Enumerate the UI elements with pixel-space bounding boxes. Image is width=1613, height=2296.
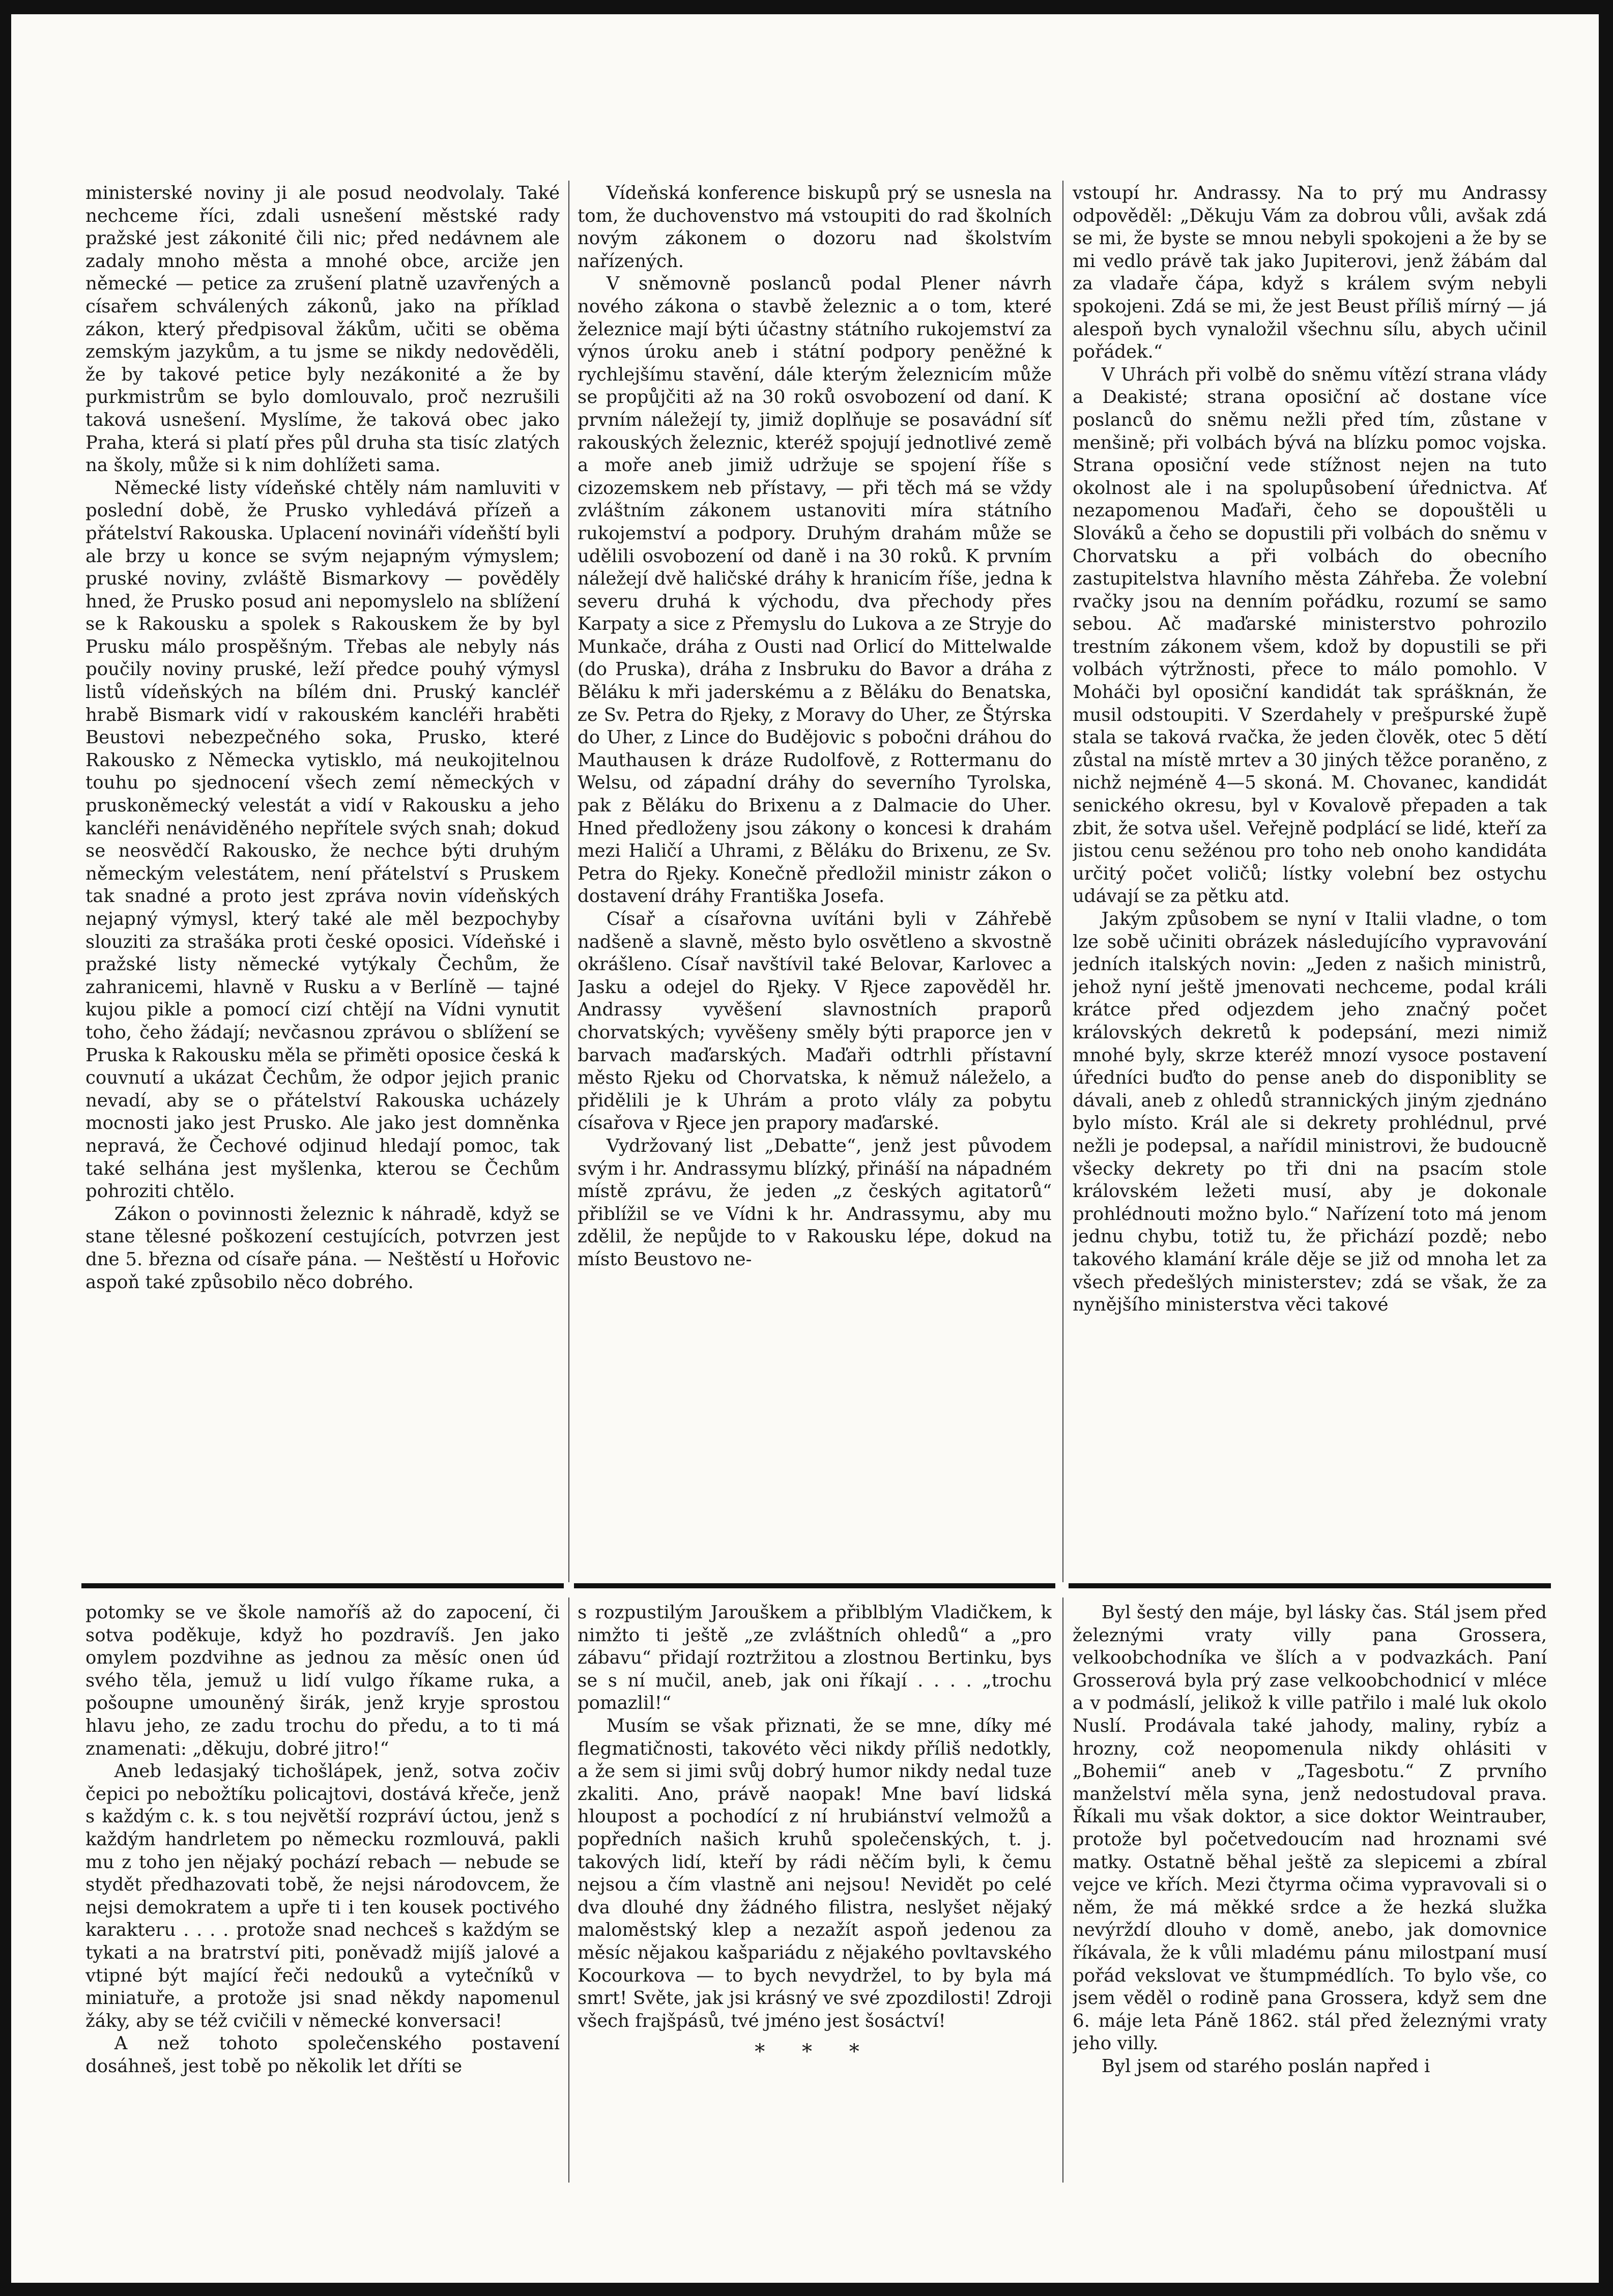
paragraph: Aneb ledasjaký tichošlápek, jenž, sotva zočiv čepici po nebožtíku policajtovi, dostává křeče, jenž s každým c. k. s tou největší rozpráví úctou, jenž s každým handrletem po německu rozmlouvá, pakli mu z toho jen nějaký pochází rebach — nebude se stydět předhazovati tobě, že nejsi národovcem, že nejsi demokratem a upře ti i ten kousek poctivého karakteru . . . . protože snad nechceš s každým se tykati a na bratrství piti, poněvadž mijíš jalové a vtipné být mající řeči nedouků a vytečníků v miniatuře, a protože jsi snad někdy napomenul žáky, aby se též cvičili v německé konversaci! xyxy=(85,1761,560,2031)
paragraph: Byl jsem od starého poslán napřed i xyxy=(1101,2055,1430,2077)
paragraph: Jakým způsobem se nyní v Italii vladne, o tom lze sobě učiniti obrázek následujícího vypravování jedních italských novin: „Jeden z našich ministrů, jehož nyní ještě jmenovati nechceme, podal králi krátce před odjezdem jeho značný počet královských dekretů k podepsání, mezi nimiž mnohé byly, skrze kteréž mnozí vysoce postavení úředníci buďto do pense aneb do disponiblity se dávali, aneb z ohledů strannických jiným zjednáno bylo místo. Král ale si dekrety prohlédnul, prvé nežli je podepsal, a nařídil ministrovi, že budoucně všecky dekrety po tři dni na psacím stole královském ležeti musí, aby je dokonale prohlédnouti možno bylo.“ Nařízení toto má jenom jednu chybu, totiž tu, že přichází pozdě; nebo takového klamání krále děje se již od mnoha let za všech předešlých ministerstev; zdá se však, že za nynějšího ministerstva věci takové xyxy=(1073,909,1547,1316)
paragraph: Musím se však přiznati, že se mne, díky mé flegmatičnosti, takovéto věci nikdy příliš nedotkly, a že sem si jimi svůj dobrý humor nikdy nedal tuze zkaliti. Ano, právě naopak! Mne baví lidská hloupost a pochodící z ní hrubiánství velmožů a popředních našich kruhů společenských, t. j. takových lidí, kteří by rádi něčím byli, k čemu nejsou a čím vlastně ani nejsou! Nevidět po celé dva dlouhé dny žádného filistra, neslyšet nějaký maloměstský klep a nezažít aspoň jedenou za měsíc nějakou kašpariádu z nějakého povltavského Kocourkova — to bych nevydržel, to by byla má smrt! Světe, jak jsi krásný ve své zpozdilosti! Zdroji všech frajšpásů, tvé jméno jest šosáctví! xyxy=(578,1715,1052,2031)
paragraph: V Uhrách při volbě do sněmu vítězí strana vlády a Deakisté; strana oposiční ač dostane více poslanců do sněmu nežli před tím, zůstane v menšině; při volbách bývá na blízku pomoc vojska. Strana oposiční vede stížnost nejen na tuto okolnost ale i na spolupůsobení úřednictva. Ať nezapomenou Maďaři, čeho se dopouštěli u Slováků a čeho se dopustili při volbách do sněmu v Chorvatsku a při volbách do obecního zastupitelstva hlavního města Záhřeba. Že volební rvačky jsou na denním pořádku, rozumí se samo sebou. Ač maďarské ministerstvo pohrozilo trestním zákonem všem, kdož by dopustili se při volbách výtržnosti, přece to málo pomohlo. V Moháči byl oposiční kandidát tak sprášknán, že musil odstoupiti. V Szerdahely v prešpurské župě stala se taková rvačka, že jeden člověk, otec 5 dětí zůstal na místě mrtev a 30 jiných těžce poraněno, z nichž nejméně 4—5 skoná. M. Chovanec, kandidát senického okresu, byl v Kovalově přepaden a tak zbit, že sotva ušel. Veřejně podplácí se lidé, kteří za jistou cenu sežénou pro toho neb onoho kandidáta určitý počet voličů; lístky volební bez ostychu udávají se za pětku atd. xyxy=(1073,364,1547,907)
paragraph: A než tohoto společenského postavení dosáhneš, jest tobě po několik let dříti se xyxy=(85,2033,560,2077)
paragraph: s rozpustilým Jarouškem a přiblblým Vladičkem, k nimžto ti ještě „ze zvláštních ohledů“ a „pro zábavu“ přidají roztržitou a zlostnou Bertinku, bys se s ní mučil, aneb, jak oni říkají . . . . „trochu pomazlil!“ xyxy=(578,1602,1052,1714)
scan-border-left xyxy=(0,0,11,2296)
feuilleton-column-2 xyxy=(578,1602,1052,2187)
news-column-1 xyxy=(85,182,560,1582)
scan-border-right xyxy=(1599,0,1613,2296)
paragraph: Vídeňská konference biskupů prý se usnesla na tom, že duchovenstvo má vstoupiti do rad školních novým zákonem o dozoru nad školstvím nařízených. xyxy=(578,183,1052,272)
scan-border-top xyxy=(0,0,1613,14)
section-rule xyxy=(81,1583,564,1588)
column-divider xyxy=(1062,1597,1063,2183)
column-divider xyxy=(568,181,569,1582)
column-divider xyxy=(1062,181,1063,1582)
news-column-2 xyxy=(578,182,1052,1582)
paragraph: Byl šestý den máje, byl lásky čas. Stál jsem před železnými vraty villy pana Grossera, velkoobchodníka ve šlích a v podvazkách. Paní Grosserová byla prý zase velkoobchodnicí v mléce a v podmáslí, jelikož k ville patřilo i malé luk okolo Nuslí. Prodávala také jahody, maliny, rybíz a hrozny, což neopomenula nikdy ohlásiti v „Bohemii“ aneb v „Tagesbotu.“ Z prvního manželství měla syna, jenž nedostudoval prava. Říkali mu však doktor, a sice doktor Weintrauber, protože byl početvedoucím nad hroznami své matky. Ostatně běhal ještě za slepicemi a zbíral vejce ve křích. Mezi čtyrma očima vypravovali si o něm, že má měkké srdce a že hezká služka nevýrždí dlouho v domě, anebo, jak domovnice říkávala, že k vůli mladému pánu milostpaní musí pořád vekslovat ve štumpmédlích. To bylo vše, co jsem věděl o rodině pana Grossera, když sem dne 6. máje leta Páně 1862. stál před železnými vraty jeho villy. xyxy=(1073,1602,1547,2054)
feuilleton-column-1 xyxy=(85,1602,560,2187)
column-divider xyxy=(568,1597,569,2183)
paragraph: Vydržovaný list „Debatte“, jenž jest původem svým i hr. Andrassymu blízký, přináší na nápadném místě zprávu, že jeden „z českých agitatorů“ přiblížil se ve Vídni k hr. Andrassymu, aby mu zdělil, že nepůjde to v Rakousku lépe, dokud na místo Beustovo ne- xyxy=(578,1135,1052,1270)
section-ornament: * * * xyxy=(755,2040,875,2064)
section-rule xyxy=(1069,1583,1551,1588)
paragraph: ministerské noviny ji ale posud neodvolaly. Také nechceme říci, zdali usnešení městské rady pražské jest zákonité čili nic; před nedávnem ale zadaly mnoho města a mnohé obce, arciže jen německé — petice za zrušení platně uzavřených a císařem schválených zákonů, jako na příklad zákon, který předpisoval žákům, učiti se oběma zemským jazykům, a tu jsme se nikdy nedověděli, že by takové petice byly nezákonité a že by purkmistrům se bylo domlouvalo, proč nezrušili taková usnešení. Myslíme, že taková obec jako Praha, která si platí přes půl druha sta tisíc zlatých na školy, může si k nim dohlížeti sama. xyxy=(85,183,560,476)
news-column-3 xyxy=(1073,182,1547,1582)
section-rule xyxy=(574,1583,1055,1588)
paragraph: Zákon o povinnosti železnic k náhradě, když se stane tělesné poškození cestujících, potvrzen jest dne 5. března od císaře pána. — Neštěstí u Hořovic aspoň také způsobilo něco dobrého. xyxy=(85,1203,560,1293)
paragraph: V sněmovně poslanců podal Plener návrh nového zákona o stavbě železnic a o tom, které železnice mají býti účastny státního rukojemství za výnos úroku aneb i státní podpory peněžné k rychlejšímu stavění, dále kterým železnicím může se propůjčiti až na 30 roků osvobození od daní. K prvním náležejí ty, jimiž doplňuje se posavádní síť rakouských železnic, kteréž spojují jednotlivé země a moře aneb jimiž udržuje se spojení říše s cizozemskem neb přístavy, — při těch má se vždy zvláštním zákonem ustanoviti míra státního rukojemství a podpory. Druhým drahám může se udělili osvobození od daně i na 30 roků. K prvním náležejí dvě haličské dráhy k hranicím říše, jedna k severu druhá k východu, dva přechody přes Karpaty a sice z Přemyslu do Lukova a ze Stryje do Munkače, dráha z Ousti nad Orlicí do Mittelwalde (do Pruska), dráha z Insbruku do Bavor a dráha z Běláku k mři jaderskému a z Běláku do Benatska, ze Sv. Petra do Rjeky, z Moravy do Uher, ze Štýrska do Uher, z Lince do Budějovic s pobočni dráhou do Mauthausen k dráze Rudolfově, z Rottermanu do Welsu, od západní dráhy do severního Tyrolska, pak z Běláku do Brixenu a z Dalmacie do Uher. Hned předloženy jsou zákony o koncesi k drahám mezi Haličí a Uhrami, z Běláku do Brixenu, ze Sv. Petra do Rjeky. Konečně předložil ministr zákon o dostavení dráhy Františka Josefa. xyxy=(578,273,1052,907)
paragraph: potomky se ve škole namoříš až do zapocení, či sotva poděkuje, když ho pozdravíš. Jen jako omylem pozdvihne as jednou za měsíc onen úd svého těla, jemuž u lidí vulgo říkame ruka, a pošoupne umouněný širák, jenž kryje sprostou hlavu jeho, ze zadu trochu do předu, a to ti má znamenati: „děkuju, dobré jitro!“ xyxy=(85,1602,560,1759)
paragraph: Německé listy vídeňské chtěly nám namluviti v poslední době, že Prusko vyhledává přízeň a přátelství Rakouska. Uplacení novináři vídeňští byli ale brzy u konce se svým nejapným výmyslem; pruské noviny, zvláště Bismarkovy — pověděly hned, že Prusko posud ani nepomyslelo na sblížení se k Rakousku a spolek s Rakouskem že by byl Prusku málo prospěšným. Třebas ale nebyly nás poučily noviny pruské, leží předce pouhý výmysl listů vídeňských na bílém dni. Pruský kancléř hrabě Bismark vidí v rakouském kancléři hraběti Beustovi nebezpečného soka, Prusko, které Rakousko z Německa vytisklo, má neukojitelnou touhu po sjednocení všech zemí německých v pruskoněmecký velestát a vidí v Rakousku a jeho kancléři nenáviděného nepřítele svých snah; dokud se neosvědčí Rakousko, že nechce býti druhým německým velestátem, není přátelství s Pruskem tak snadné a proto jest zpráva novin vídeňských nejapný výmysl, který také ale měl bezpochyby slouziti za strašáka proti české oposici. Vídeňské i pražské listy německé vytýkaly Čechům, že zahranicemi, hlavně v Rusku a v Berlíně — tajné kujou pikle a pomocí cizí chtějí na Vídni vynutit toho, čeho žádají; nevčasnou zprávou o sblížení se Pruska k Rakousku měla se přiměti oposice česká k couvnutí a ukázat Čechům, že odpor jejich pranic nevadí, aby se o přátelství Rakouska ucházely mocnosti jako jest Prusko. Ale jako jest domněnka nepravá, že Čechové odjinud hledají pomoc, tak také selhána jest myšlenka, kterou se Čechům pohroziti chtělo. xyxy=(85,477,560,1202)
paragraph: vstoupí hr. Andrassy. Na to prý mu Andrassy odpověděl: „Děkuju Vám za dobrou vůli, avšak zdá se mi, že byste se mnou nebyli spokojeni a že by se mi vedlo právě tak jako Jupiterovi, jenž žábám dal za vladaře čápa, když s králem svým nebyli spokojeni. Zdá se mi, že jest Beust příliš mírný — já alespoň bych vynaložil všechnu sílu, abych učinil pořádek.“ xyxy=(1073,183,1547,363)
scan-border-bottom xyxy=(0,2283,1613,2296)
paragraph: Císař a císařovna uvítáni byli v Záhřebě nadšeně a slavně, město bylo osvětleno a skvostně okrášleno. Císař navštívil také Belovar, Karlovec a Jasku a odejel do Rjeky. V Rjece zapověděl hr. Andrassy vyvěšení slavnostních praporů chorvatských; vyvěšeny směly býti praporce jen v barvach maďarských. Maďaři odtrhli přístavní město Rjeku od Chorvatska, k němuž náleželo, a přidělili je k Uhrám a proto vlály za pobytu císařova v Rjece jen prapory maďarské. xyxy=(578,909,1052,1134)
feuilleton-column-3 xyxy=(1073,1602,1547,2187)
